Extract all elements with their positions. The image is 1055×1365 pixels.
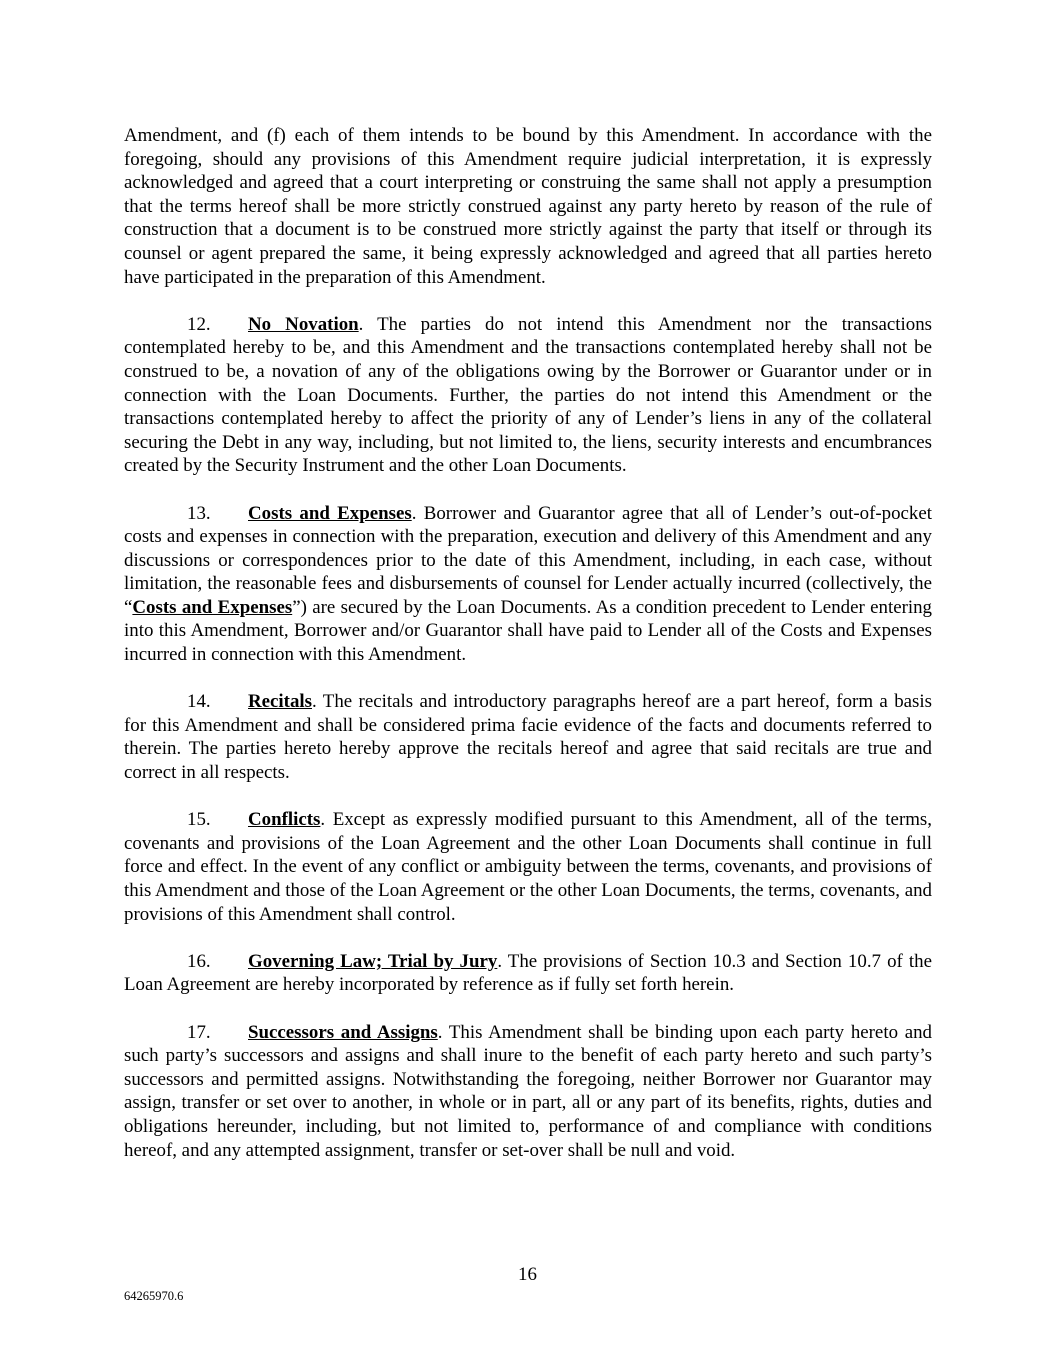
document-id: 64265970.6 <box>124 1289 184 1303</box>
section-text: . Borrower and Guarantor agree that all of Lender’s out-of-pocket costs and expenses in connection with the preparation, execution and delivery of this Amendment and any discussions or correspondences prior to the date of this Amendment, including, in each case, without limitation, the reasonable fees and disbursements of counsel for Lender actually incurred (collectively, the “ <box>124 502 933 618</box>
section-text: . The provisions of Section 10.3 and Section 10.7 of the Loan Agreement are hereby incorporated by reference as if fully set forth herein. <box>124 950 932 996</box>
section-text-continued: ”) are secured by the Loan Documents. As a condition precedent to Lender entering into this Amendment, Borrower and/or Guarantor shall have paid to Lender all of the Costs and Expenses incurred in connection with this Amendment. <box>124 596 933 666</box>
intro-paragraph: Amendment, and (f) each of them intends to be bound by this Amendment. In accordance with the foregoing, should any provisions of this Amendment require judicial interpretation, it is expressly acknowledged and agreed that a court interpreting or construing the same shall not apply a presumption that the terms hereof shall be more strictly construed against any party hereto by reason of the rule of construction that a document is to be construed more strictly against the party that itself or through its counsel or agent prepared the same, it being expressly acknowledged and agreed that all parties hereto have participated in the preparation of this Amendment. <box>124 125 932 288</box>
section-heading: Costs and Expenses <box>248 502 412 524</box>
section-15-conflicts <box>124 808 932 926</box>
section-text: . Except as expressly modified pursuant to this Amendment, all of the terms, covenants and provisions of the Loan Agreement and the other Loan Documents shall continue in full force and effect. In the event of any conflict or ambiguity between the terms, covenants, and provisions of this Amendment and those of the Loan Agreement or the other Loan Documents, the terms, covenants, and provisions of this Amendment shall control. <box>124 809 932 925</box>
section-14-recitals <box>124 690 932 784</box>
section-text: . The parties do not intend this Amendment nor the transactions contemplated hereby to be, and this Amendment and the transactions contemplated hereby shall not be construed to be, a novation of any of the obligations owing by the Borrower or Guarantor under or in connection with the Loan Documents. Further, the parties do not intend this Amendment or the transactions contemplated hereby to affect the priority of any of Lender’s liens in any of the collateral securing the Debt in any way, including, but not limited to, the liens, security interests and encumbrances created by the Security Instrument and the other Loan Documents. <box>124 313 933 477</box>
section-heading: Successors and Assigns <box>248 1021 438 1043</box>
document-body <box>124 124 932 1186</box>
section-number: 17. <box>187 1021 211 1043</box>
section-number: 14. <box>187 691 211 713</box>
page-number: 16 <box>518 1264 537 1285</box>
section-number: 15. <box>187 809 211 831</box>
section-heading: No Novation <box>248 313 359 335</box>
section-heading: Recitals <box>248 691 312 713</box>
section-text: . The recitals and introductory paragraphs hereof are a part hereof, form a basis for this Amendment and shall be considered prima facie evidence of the facts and documents referred to therein. The parties hereto hereby approve the recitals hereof and agree that said recitals are true and correct in all respects. <box>124 691 932 784</box>
section-17-successors-and-assigns <box>124 1021 932 1163</box>
section-heading: Governing Law; Trial by Jury <box>248 950 498 972</box>
section-number: 13. <box>187 502 211 524</box>
section-number: 12. <box>187 313 211 335</box>
section-12-no-novation <box>124 313 932 478</box>
section-number: 16. <box>187 950 211 972</box>
section-16-governing-law <box>124 950 932 997</box>
defined-term: Costs and Expenses <box>132 596 293 618</box>
section-13-costs-and-expenses <box>124 502 932 667</box>
section-text: . This Amendment shall be binding upon each party hereto and such party’s successors and assigns and shall inure to the benefit of each party hereto and such party’s successors and permitted assigns. Notwithstanding the foregoing, neither Borrower nor Guarantor may assign, transfer or set over to another, in whole or in part, all or any part of its benefits, rights, duties and obligations hereunder, including, but not limited to, performance of and compliance with conditions hereof, and any attempted assignment, transfer or set-over shall be null and void. <box>124 1021 932 1161</box>
section-heading: Conflicts <box>248 809 321 831</box>
